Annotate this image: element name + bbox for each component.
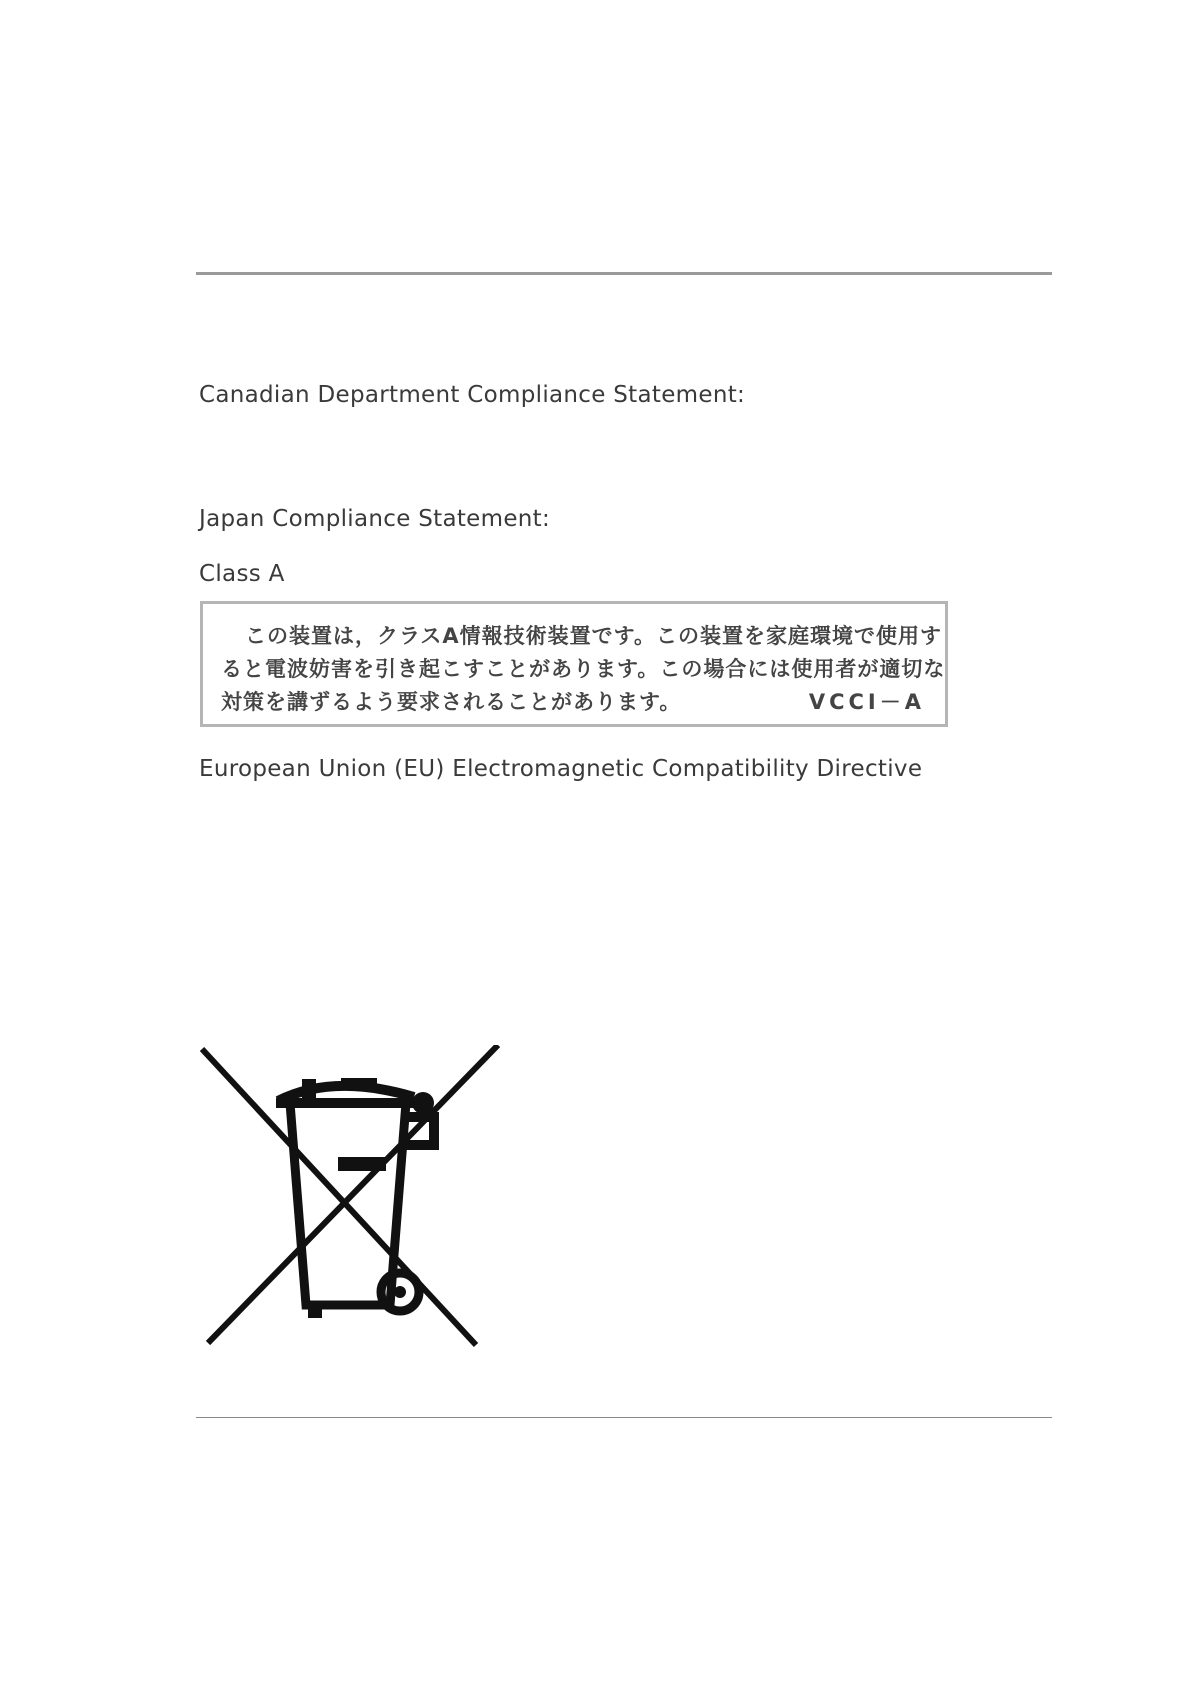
class-a-heading: Class A (199, 561, 285, 587)
eu-emc-directive-heading: European Union (EU) Electromagnetic Compatibility Directive (199, 756, 923, 782)
vcci-notice-line-1: この装置は，クラスA情報技術装置です。この装置を家庭環境で使用す (245, 624, 942, 648)
canada-compliance-heading: Canadian Department Compliance Statement: (199, 382, 746, 408)
japan-compliance-heading: Japan Compliance Statement: (199, 506, 551, 532)
top-divider (196, 272, 1052, 275)
vcci-notice-line-2: ると電波妨害を引き起こすことがあります。この場合には使用者が適切な (221, 657, 946, 681)
crossed-out-wheelie-bin-icon (198, 1045, 508, 1355)
bottom-divider (196, 1417, 1052, 1418)
vcci-class-mark: VCCI－A (808, 690, 925, 714)
vcci-notice-box (200, 601, 948, 727)
vcci-notice-line-3: 対策を講ずるよう要求されることがあります。 (221, 690, 682, 714)
